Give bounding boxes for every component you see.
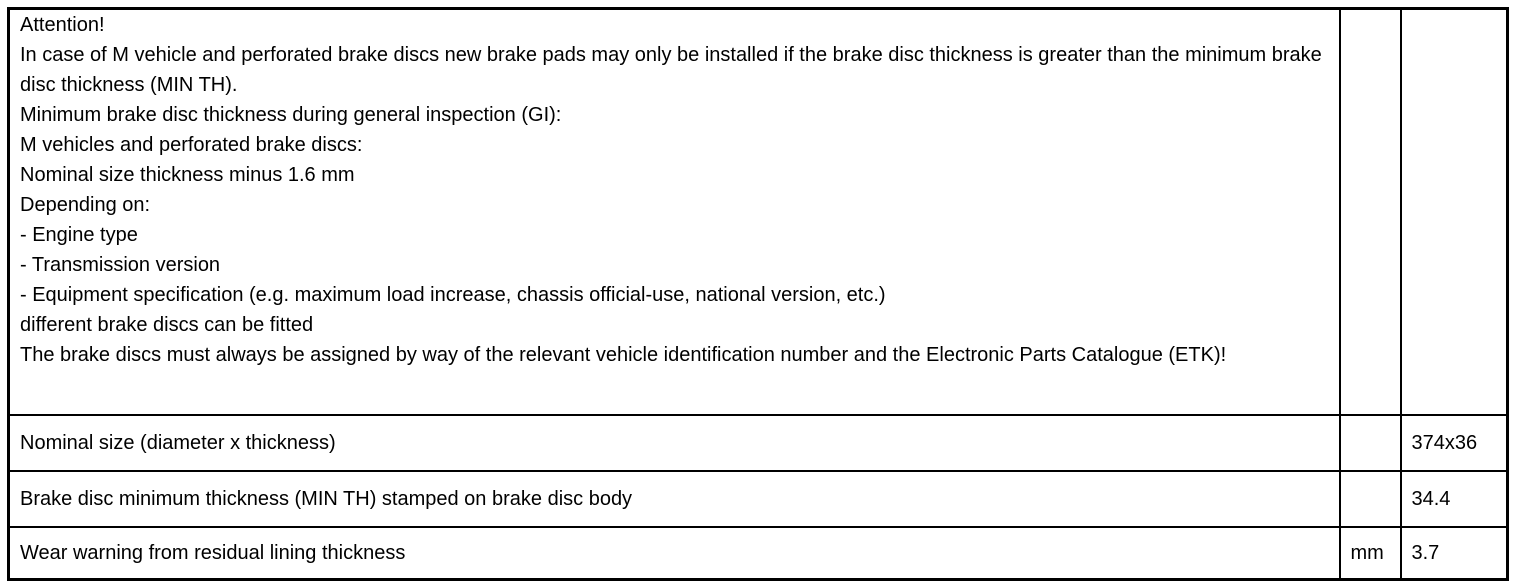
row-value: 34.4: [1401, 471, 1508, 527]
note-line: In case of M vehicle and perforated brake discs new brake pads may only be installed if the brake disc thickness is greater than the minimum brake disc thickness (MIN TH).: [20, 44, 1322, 96]
row-label: Nominal size (diameter x thickness): [9, 415, 1340, 471]
note-line: The brake discs must always be assigned by way of the relevant vehicle identification number and the Electronic Parts Catalogue (ETK)!: [20, 344, 1227, 366]
row-unit: [1340, 415, 1401, 471]
note-value-cell: [1401, 9, 1508, 415]
row-value: 3.7: [1401, 527, 1508, 579]
row-unit: mm: [1340, 527, 1401, 579]
note-line: Minimum brake disc thickness during general inspection (GI):: [20, 104, 562, 126]
note-line: M vehicles and perforated brake discs:: [20, 134, 363, 156]
note-line: - Engine type: [20, 224, 138, 246]
attention-note-cell: [9, 9, 1340, 415]
row-value: 374x36: [1401, 415, 1508, 471]
table-row: [9, 527, 1508, 579]
brake-disc-spec-table: [7, 7, 1509, 581]
row-label: Brake disc minimum thickness (MIN TH) stamped on brake disc body: [9, 471, 1340, 527]
note-line: - Equipment specification (e.g. maximum load increase, chassis official-use, national version, etc.): [20, 284, 886, 306]
table-row: [9, 415, 1508, 471]
row-label: Wear warning from residual lining thickness: [9, 527, 1340, 579]
note-line: Nominal size thickness minus 1.6 mm: [20, 164, 355, 186]
note-unit-cell: [1340, 9, 1401, 415]
note-heading: Attention!: [20, 14, 105, 36]
note-line: Depending on:: [20, 194, 151, 216]
attention-note-row: [9, 9, 1508, 415]
row-unit: [1340, 471, 1401, 527]
table-row: [9, 471, 1508, 527]
note-line: different brake discs can be fitted: [20, 314, 314, 336]
note-line: - Transmission version: [20, 254, 221, 276]
